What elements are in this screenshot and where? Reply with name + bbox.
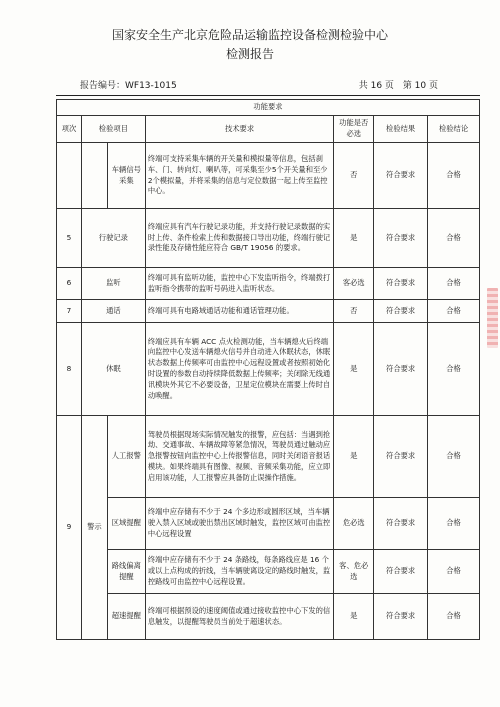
row-subitem: 路线偏离提醒 [107,550,145,594]
section-title: 功能要求 [57,100,480,116]
row-required: 客必选 [334,268,374,300]
row-conclusion: 合格 [428,498,480,550]
row-required: 是 [334,416,374,498]
row-no: 6 [57,268,82,300]
doc-subtitle: 检测报告 [225,47,274,61]
table-row [57,594,480,640]
row-required: 是 [334,594,374,640]
row-item: 警示 [81,416,107,640]
row-result: 符合要求 [374,209,428,268]
row-result: 符合要求 [374,300,428,323]
row-conclusion: 合格 [428,594,480,640]
row-result: 符合要求 [374,498,428,550]
section-title-row [57,100,480,116]
row-subitem: 区域提醒 [107,498,145,550]
header-rule [56,95,480,96]
row-subitem: 超速提醒 [107,594,145,640]
report-meta [80,78,438,91]
row-item: 行驶记录 [81,209,145,268]
seal-stamp-edge [487,288,498,348]
row-required: 客、危必选 [334,550,374,594]
row-conclusion: 合格 [428,143,480,209]
row-result: 符合要求 [374,416,428,498]
header-required: 功能是否必选 [334,116,374,143]
doc-title: 国家安全生产北京危险品运输监控设备检测检验中心 [111,28,388,42]
row-required: 是 [334,323,374,416]
row-tech: 终端可支持采集车辆的开关量和模拟量等信息，包括刹车、门、转向灯、喇叭等，可采集至少5个开关量和至少2个模拟量，并将采集的信息与定位数据一起上传至监控中心。 [145,143,333,209]
row-tech: 终端可具有电路域通话功能和通话管理功能。 [145,300,333,323]
row-result: 符合要求 [374,594,428,640]
row-item: 休眠 [81,323,145,416]
row-conclusion: 合格 [428,300,480,323]
table-row [57,268,480,300]
row-subitem: 车辆信号采集 [107,143,145,209]
function-requirements-table [56,99,480,640]
table-row [57,550,480,594]
header-row [57,116,480,143]
row-tech: 终端可根据预设的速度阈值或通过接收监控中心下发的信息触发，以提醒驾驶员当前处于超速状态。 [145,594,333,640]
row-conclusion: 合格 [428,550,480,594]
table-row [57,300,480,323]
table-row [57,498,480,550]
row-tech: 终端应具有车辆 ACC 点火检测功能，当车辆熄火后终端向监控中心发送车辆熄火信号并自动进入休眠状态，休眠状态数据上传频率可由监控中心远程设置或者按照初始化时设置的参数自动持续降低数据上传频率；关闭除无线通讯模块外其它不必要设备，卫星定位模块在需要上传时自动唤醒。 [145,323,333,416]
row-no: 8 [57,323,82,416]
row-tech: 终端可具有监听功能，监控中心下发监听指令，终端拨打监听指令携带的监听号码进入监听状态。 [145,268,333,300]
header-tech: 技术要求 [145,116,333,143]
row-conclusion: 合格 [428,323,480,416]
row-tech: 驾驶员根据现场实际情况触发的报警，应包括：当遇到抢劫、交通事故、车辆故障等紧急情况，驾驶员通过触动应急报警按钮向监控中心上传报警信息，同时关闭语音报话模块。如果终端具有图像、视频、音频采集功能，应立即启用该功能，人工报警应具备防止误操作措施。 [145,416,333,498]
header-item: 检验项目 [81,116,145,143]
row-required: 危必选 [334,498,374,550]
row-required: 是 [334,209,374,268]
table-row [57,143,480,209]
row-result: 符合要求 [374,143,428,209]
row-item: 通话 [81,300,145,323]
row-result: 符合要求 [374,323,428,416]
report-number: 报告编号：WF13-1015 [80,81,177,91]
row-item [81,143,107,209]
row-no: 5 [57,209,82,268]
page-counter [353,78,438,91]
header-conclusion: 检验结论 [428,116,480,143]
row-conclusion: 合格 [428,416,480,498]
row-tech: 终端中应存储有不少于 24 条路线，每条路线应是 16 个或以上点构成的折线，当车辆驶离设定的路线时触发，监控路线可由监控中心远程设置。 [145,550,333,594]
row-no: 7 [57,300,82,323]
row-required: 否 [334,143,374,209]
table-row [57,416,480,498]
row-conclusion: 合格 [428,268,480,300]
header-result: 检验结果 [374,116,428,143]
row-result: 符合要求 [374,268,428,300]
row-no [57,143,82,209]
row-item: 监听 [81,268,145,300]
table-row [57,323,480,416]
table-row [57,209,480,268]
row-subitem: 人工报警 [107,416,145,498]
total-pages: 共 16 页 [358,81,394,91]
header-no: 项次 [57,116,82,143]
row-tech: 终端应具有汽车行驶记录功能，并支持行驶记录数据的实时上传、条件检索上传和数据接口导出功能，终端行驶记录性能及存储性能应符合 GB/T 19056 的要求。 [145,209,333,268]
row-tech: 终端中应存储有不少于 24 个多边形或圆形区域，当车辆驶入禁入区域或驶出禁出区域时触发，监控区域可由监控中心远程设置 [145,498,333,550]
row-conclusion: 合格 [428,209,480,268]
row-required: 否 [334,300,374,323]
row-no: 9 [57,416,82,640]
row-result: 符合要求 [374,550,428,594]
current-page: 第 10 页 [402,81,438,91]
